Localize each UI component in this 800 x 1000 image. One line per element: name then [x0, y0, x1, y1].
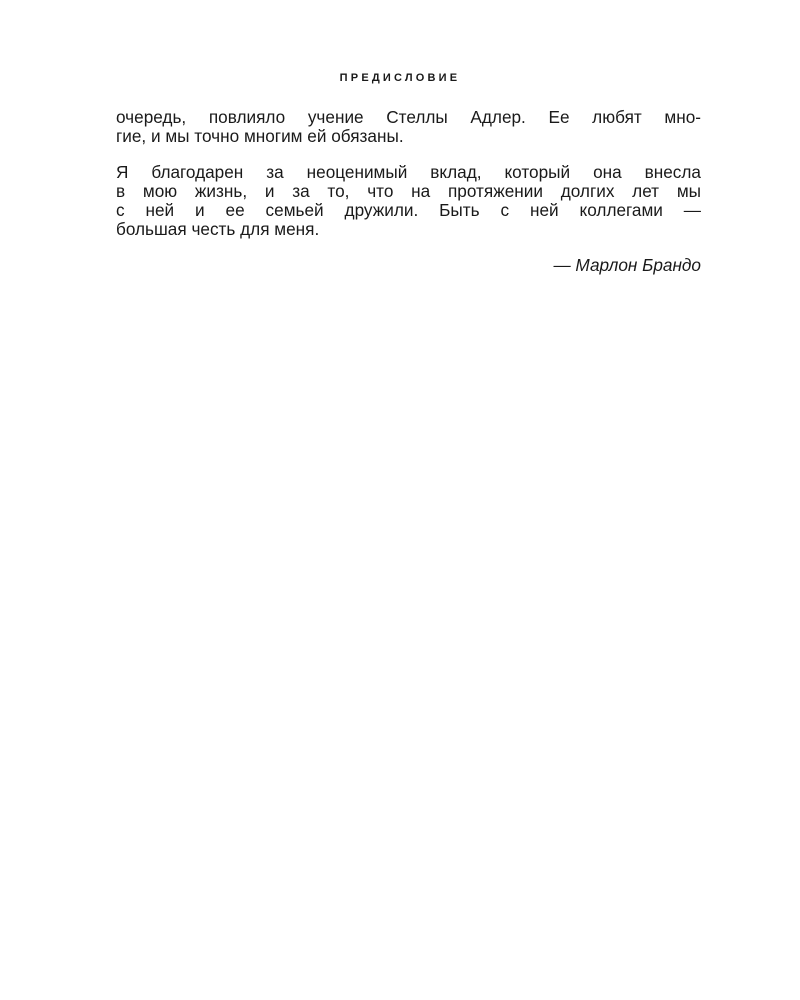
- paragraph-2: [116, 163, 701, 239]
- text-line: гие, и мы точно многим ей обязаны.: [116, 126, 404, 146]
- text-line: большая честь для меня.: [116, 219, 320, 239]
- text-line: Я благодарен за неоценимый вклад, который она внесла: [116, 162, 701, 182]
- text-line: очередь, повлияло учение Стеллы Адлер. Ее любят мно-: [116, 107, 701, 127]
- paragraph-1: [116, 108, 701, 146]
- running-head: ПРЕДИСЛОВИЕ: [339, 72, 461, 84]
- text-line: в мою жизнь, и за то, что на протяжении долгих лет мы: [116, 181, 701, 201]
- body-text: [116, 108, 701, 275]
- signature: — Марлон Брандо: [553, 255, 701, 275]
- text-line: с ней и ее семьей дружили. Быть с ней коллегами —: [116, 200, 701, 220]
